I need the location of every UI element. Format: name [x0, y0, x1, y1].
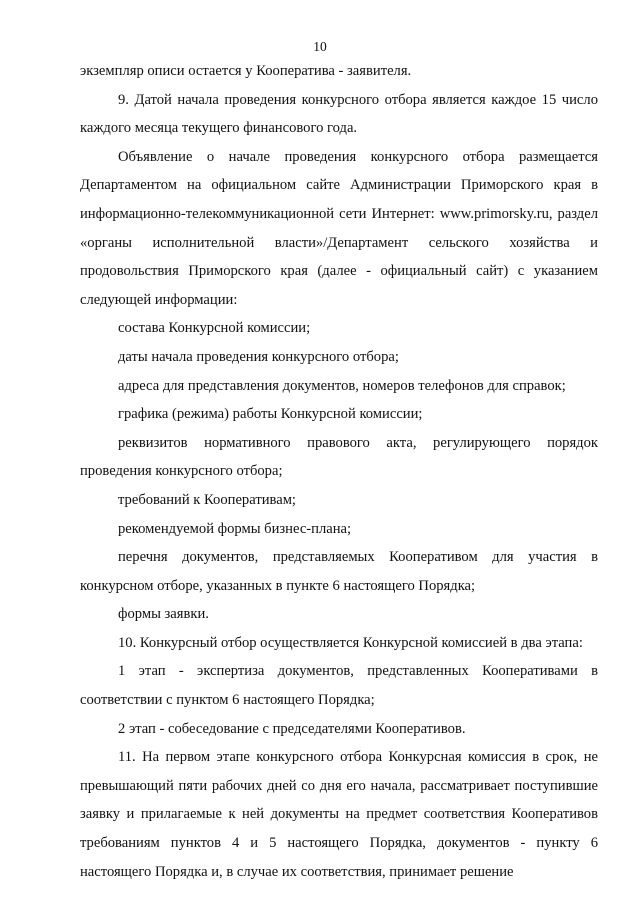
list-item: реквизитов нормативного правового акта, регулирующего порядок проведения конкурсного отбора;	[80, 434, 598, 480]
list-item: даты начала проведения конкурсного отбора;	[118, 348, 399, 365]
document-body	[80, 57, 598, 886]
paragraph-item-11: 11. На первом этапе конкурсного отбора Конкурсная комиссия в срок, не превышающий пяти рабочих дней со дня его начала, рассматривает поступившие заявку и прилагаемые к ней документы на предмет соответствия Кооперативов требованиям пунктов 4 и 5 настоящего Порядка, документов - пункту 6 настоящего Порядка и, в случае их соответствия, принимает решение	[80, 749, 598, 880]
stage-item: 2 этап - собеседование с председателями Кооперативов.	[118, 720, 466, 737]
list-item: графика (режима) работы Конкурсной комиссии;	[118, 406, 423, 423]
list-item: состава Конкурсной комиссии;	[118, 320, 311, 337]
paragraph-item-9: 9. Датой начала проведения конкурсного отбора является каждое 15 число каждого месяца текущего финансового года.	[80, 91, 598, 137]
list-item: рекомендуемой формы бизнес-плана;	[118, 520, 352, 537]
list-item: адреса для представления документов, номеров телефонов для справок;	[118, 377, 566, 394]
paragraph-item-10: 10. Конкурсный отбор осуществляется Конкурсной комиссией в два этапа:	[118, 634, 583, 651]
paragraph-announcement: Объявление о начале проведения конкурсного отбора размещается Департаментом на официальном сайте Администрации Приморского края в информационно-телекоммуникационной сети Интернет: www.primorsky.ru, раздел «органы исполнительной власти»/Департамент сельского хозяйства и продовольствия Приморского края (далее - официальный сайт) с указанием следующей информации:	[80, 148, 598, 308]
paragraph-continuation: экземпляр описи остается у Кооператива - заявителя.	[80, 63, 412, 79]
list-item: перечня документов, представляемых Кооперативом для участия в конкурсном отборе, указанных в пункте 6 настоящего Порядка;	[80, 549, 598, 594]
page-number: 10	[313, 39, 327, 54]
stage-item: 1 этап - экспертиза документов, представленных Кооперативами в соответствии с пунктом 6 настоящего Порядка;	[80, 663, 598, 709]
list-item: формы заявки.	[118, 606, 209, 623]
list-item: требований к Кооперативам;	[118, 491, 296, 508]
